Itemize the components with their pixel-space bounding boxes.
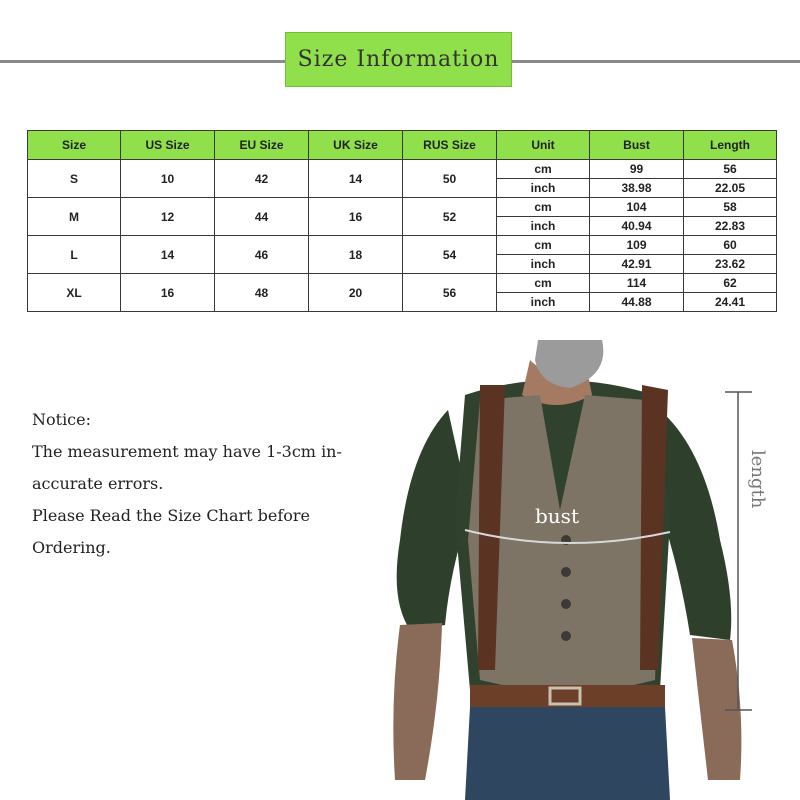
cell-unit: inch: [497, 293, 590, 312]
length-label: length: [747, 450, 768, 509]
cell-us-size: 10: [121, 160, 215, 198]
table-header-row: [28, 131, 777, 160]
cell-us-size: 12: [121, 198, 215, 236]
cell-size: S: [28, 160, 121, 198]
notice-heading: Notice:: [32, 410, 91, 429]
cell-unit: inch: [497, 255, 590, 274]
header-length: Length: [684, 131, 777, 160]
cell-unit: inch: [497, 217, 590, 236]
header-bust: Bust: [590, 131, 684, 160]
cell-eu-size: 48: [215, 274, 309, 312]
cell-length: 23.62: [684, 255, 777, 274]
cell-eu-size: 42: [215, 160, 309, 198]
cell-length: 24.41: [684, 293, 777, 312]
right-sleeve: [660, 410, 731, 640]
cell-us-size: 14: [121, 236, 215, 274]
cell-rus-size: 56: [403, 274, 497, 312]
cell-unit: cm: [497, 160, 590, 179]
notice-text: [32, 404, 342, 564]
cell-uk-size: 16: [309, 198, 403, 236]
bust-label: bust: [535, 504, 579, 528]
cell-size: XL: [28, 274, 121, 312]
table-row: [28, 274, 777, 293]
model-photo: [370, 340, 800, 800]
cell-bust: 99: [590, 160, 684, 179]
cell-bust: 40.94: [590, 217, 684, 236]
cell-length: 58: [684, 198, 777, 217]
cell-bust: 104: [590, 198, 684, 217]
cell-bust: 44.88: [590, 293, 684, 312]
cell-unit: cm: [497, 198, 590, 217]
header-uk-size: UK Size: [309, 131, 403, 160]
notice-line: accurate errors.: [32, 474, 164, 493]
cell-us-size: 16: [121, 274, 215, 312]
right-forearm: [692, 638, 741, 780]
cell-unit: cm: [497, 236, 590, 255]
cell-length: 62: [684, 274, 777, 293]
page-title: Size Information: [285, 32, 512, 87]
header-unit: Unit: [497, 131, 590, 160]
notice-line: The measurement may have 1-3cm in-: [32, 442, 342, 461]
cell-bust: 109: [590, 236, 684, 255]
cell-rus-size: 50: [403, 160, 497, 198]
notice-line: Please Read the Size Chart before: [32, 506, 311, 525]
cell-bust: 42.91: [590, 255, 684, 274]
cell-unit: cm: [497, 274, 590, 293]
cell-length: 56: [684, 160, 777, 179]
table-row: [28, 160, 777, 179]
table-row: [28, 198, 777, 217]
header-eu-size: EU Size: [215, 131, 309, 160]
cell-uk-size: 14: [309, 160, 403, 198]
cell-rus-size: 52: [403, 198, 497, 236]
table-row: [28, 236, 777, 255]
cell-uk-size: 20: [309, 274, 403, 312]
title-rule-left: [0, 60, 285, 63]
cell-unit: inch: [497, 179, 590, 198]
cell-size: M: [28, 198, 121, 236]
cell-bust: 114: [590, 274, 684, 293]
jeans: [465, 707, 670, 800]
cell-eu-size: 46: [215, 236, 309, 274]
size-chart-table: [27, 130, 777, 312]
cell-length: 22.05: [684, 179, 777, 198]
cell-uk-size: 18: [309, 236, 403, 274]
cell-bust: 38.98: [590, 179, 684, 198]
cell-length: 60: [684, 236, 777, 255]
title-rule-right: [510, 60, 800, 63]
header-us-size: US Size: [121, 131, 215, 160]
header-size: Size: [28, 131, 121, 160]
cell-size: L: [28, 236, 121, 274]
cell-length: 22.83: [684, 217, 777, 236]
cell-rus-size: 54: [403, 236, 497, 274]
notice-line: Ordering.: [32, 538, 111, 557]
header-rus-size: RUS Size: [403, 131, 497, 160]
left-forearm: [393, 623, 442, 780]
cell-eu-size: 44: [215, 198, 309, 236]
